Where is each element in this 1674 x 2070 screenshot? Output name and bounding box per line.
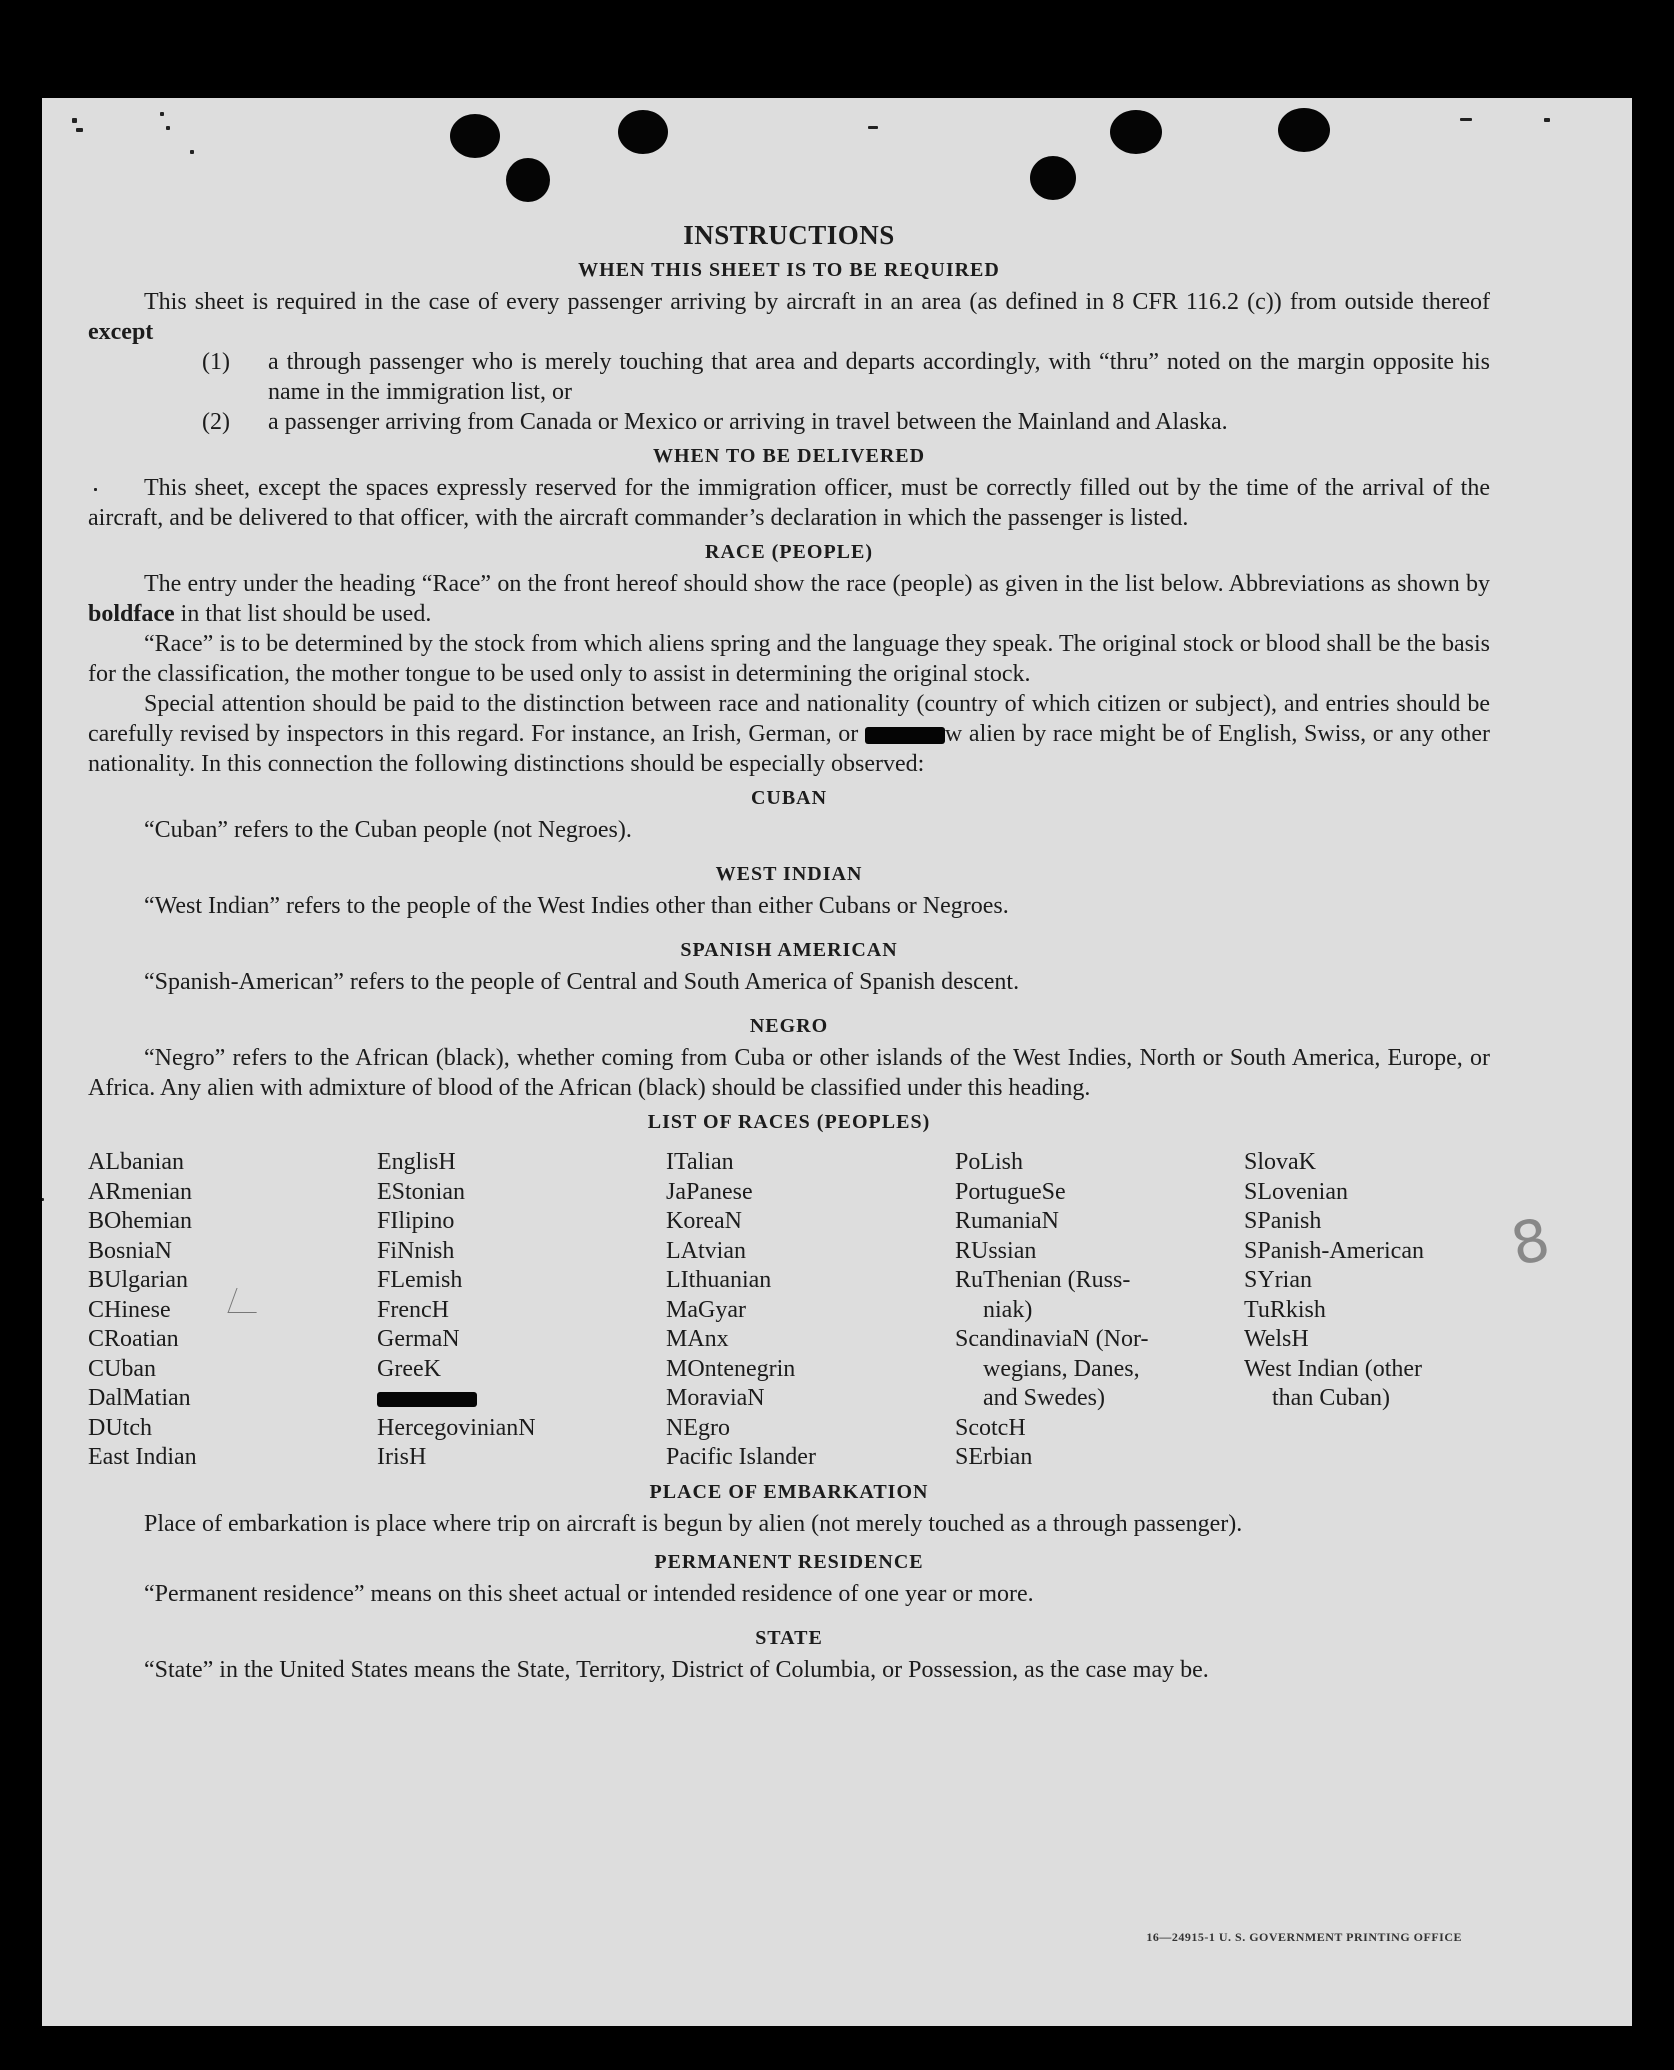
punch-hole (450, 114, 500, 158)
race-column (1244, 1148, 1490, 1473)
race-item: WelsH (1244, 1326, 1309, 1352)
race-item: MoraviaN (666, 1385, 765, 1411)
margin-pencil-mark: 8 (1505, 1204, 1556, 1280)
instructions-body (88, 220, 1490, 1685)
race-list (88, 1148, 1490, 1473)
race-item: CUban (88, 1355, 156, 1382)
punch-hole (506, 158, 550, 202)
race-item: PoLish (955, 1149, 1024, 1175)
document-page (42, 98, 1632, 2026)
paragraph: “West Indian” refers to the people of the West Indies other than either Cubans or Negroes. (144, 893, 1009, 919)
race-item-redacted (377, 1384, 666, 1414)
section-heading: STATE (755, 1626, 823, 1649)
section-heading: WEST INDIAN (715, 863, 863, 885)
race-column (666, 1148, 955, 1473)
race-item: FLemish (377, 1267, 463, 1293)
race-item: MOntenegrin (666, 1355, 796, 1382)
race-item: BOhemian (88, 1208, 192, 1234)
race-item: SLovenian (1244, 1178, 1348, 1205)
paragraph: “Permanent residence” means on this sheet actual or intended residence of one year or more. (144, 1580, 1034, 1607)
race-item: IrisH (377, 1444, 427, 1470)
section-heading: NEGRO (749, 1015, 829, 1037)
redaction-mark (865, 727, 945, 744)
paragraph: “Race” is to be determined by the stock from which aliens spring and the language they speak. The original stock or blood shall be the basis for the classification, the mother tongue to be used only to assist in determining the original stock. (88, 631, 1490, 687)
race-item: West Indian (other (1244, 1355, 1423, 1382)
paragraph: “Cuban” refers to the Cuban people (not Negroes). (144, 817, 632, 843)
race-item: LIthuanian (666, 1267, 772, 1293)
list-item: (1) a through passenger who is merely touching that area and departs accordingly, with “thru” noted on the margin opposite his name in the immigration list, or (202, 349, 1490, 405)
race-item: CRoatian (88, 1326, 179, 1352)
paragraph: This sheet, except the spaces expressly reserved for the immigration officer, must be correctly filled out by the time of the arrival of the aircraft, and be delivered to that officer, with the aircraft commander’s declaration in which the passenger is listed. (88, 475, 1490, 531)
race-item: RuThenian (Russ- (955, 1267, 1131, 1293)
section-heading: PLACE OF EMBARKATION (649, 1480, 929, 1503)
paragraph: Place of embarkation is place where trip on aircraft is begun by alien (not merely touched as a through passenger). (144, 1510, 1243, 1537)
paragraph: Special attention should be paid to the distinction between race and nationality (country of which citizen or subject), and entries should be carefully revised by inspectors in this regard. For instance, an Irish, German, or w alien by race might be of English, Swiss, or any other nationality. In this connection the following distinctions should be especially observed: (88, 691, 1490, 777)
race-item: niak) (983, 1296, 1033, 1323)
race-item: Pacific Islander (666, 1444, 816, 1470)
race-item: ARmenian (88, 1178, 192, 1205)
race-item: MAnx (666, 1326, 729, 1352)
section-heading: LIST OF RACES (PEOPLES) (647, 1111, 931, 1133)
race-column (377, 1148, 666, 1473)
punch-hole (1030, 156, 1076, 200)
paragraph: This sheet is required in the case of every passenger arriving by aircraft in an area (as defined in 8 CFR 116.2 (c)) from outside thereof except (88, 289, 1490, 345)
race-item: MaGyar (666, 1296, 746, 1323)
race-item: than Cuban) (1272, 1385, 1390, 1411)
race-item: ITalian (666, 1149, 734, 1175)
race-item: FrencH (377, 1296, 449, 1323)
page-title: INSTRUCTIONS (683, 220, 895, 250)
race-item: NEgro (666, 1414, 730, 1441)
race-item: and Swedes) (983, 1385, 1105, 1411)
race-item: CHinese (88, 1296, 171, 1323)
race-item: LAtvian (666, 1237, 746, 1264)
punch-hole (618, 110, 668, 154)
race-item: East Indian (88, 1444, 197, 1470)
paragraph: “State” in the United States means the State, Territory, District of Columbia, or Possession, as the case may be. (144, 1656, 1209, 1683)
race-item: ALbanian (88, 1149, 184, 1175)
race-item: JaPanese (666, 1178, 753, 1205)
punch-hole (1278, 108, 1330, 152)
redaction-mark (377, 1392, 477, 1407)
race-item: KoreaN (666, 1208, 742, 1234)
race-item: PortugueSe (955, 1178, 1066, 1205)
race-item: SYrian (1244, 1267, 1312, 1293)
race-item: BosniaN (88, 1237, 172, 1264)
section-heading: CUBAN (750, 787, 828, 809)
race-item: BUlgarian (88, 1267, 188, 1293)
race-item: EnglisH (377, 1149, 456, 1175)
race-item: RumaniaN (955, 1208, 1059, 1234)
printer-imprint: 16—24915-1 U. S. GOVERNMENT PRINTING OFFICE (1146, 1930, 1462, 1944)
race-item: SPanish (1244, 1208, 1322, 1234)
race-item: GreeK (377, 1355, 441, 1382)
race-item: DalMatian (88, 1385, 191, 1411)
race-item: SErbian (955, 1444, 1033, 1470)
section-heading: SPANISH AMERICAN (680, 939, 898, 961)
list-item: (2) a passenger arriving from Canada or Mexico or arriving in travel between the Mainland and Alaska. (202, 409, 1228, 435)
section-heading: WHEN THIS SHEET IS TO BE REQUIRED (578, 259, 1000, 281)
section-heading: PERMANENT RESIDENCE (654, 1550, 924, 1573)
section-heading: WHEN TO BE DELIVERED (652, 445, 926, 467)
race-item: SlovaK (1244, 1149, 1316, 1175)
race-item: RUssian (955, 1237, 1037, 1264)
race-item: HercegovinianN (377, 1414, 536, 1441)
race-item: FIlipino (377, 1208, 455, 1234)
race-item: TuRkish (1244, 1296, 1326, 1323)
race-item: FiNnish (377, 1237, 455, 1264)
paragraph: The entry under the heading “Race” on the front hereof should show the race (people) as given in the list below. Abbreviations as shown by boldface in that list should be used. (88, 571, 1490, 627)
race-item: wegians, Danes, (983, 1355, 1140, 1382)
race-item: GermaN (377, 1326, 460, 1352)
race-item: ScandinaviaN (Nor- (955, 1326, 1149, 1352)
paragraph: “Spanish-American” refers to the people of Central and South America of Spanish descent. (144, 969, 1020, 995)
section-heading: RACE (PEOPLE) (705, 541, 873, 563)
punch-hole (1110, 110, 1162, 154)
race-item: DUtch (88, 1414, 152, 1441)
race-item: EStonian (377, 1178, 465, 1205)
race-item: ScotcH (955, 1414, 1026, 1441)
paragraph: “Negro” refers to the African (black), whether coming from Cuba or other islands of the West Indies, North or South America, Europe, or Africa. Any alien with admixture of blood of the African (black) should be classified under this heading. (88, 1045, 1490, 1101)
race-item: SPanish-American (1244, 1237, 1424, 1264)
race-column (955, 1148, 1244, 1473)
